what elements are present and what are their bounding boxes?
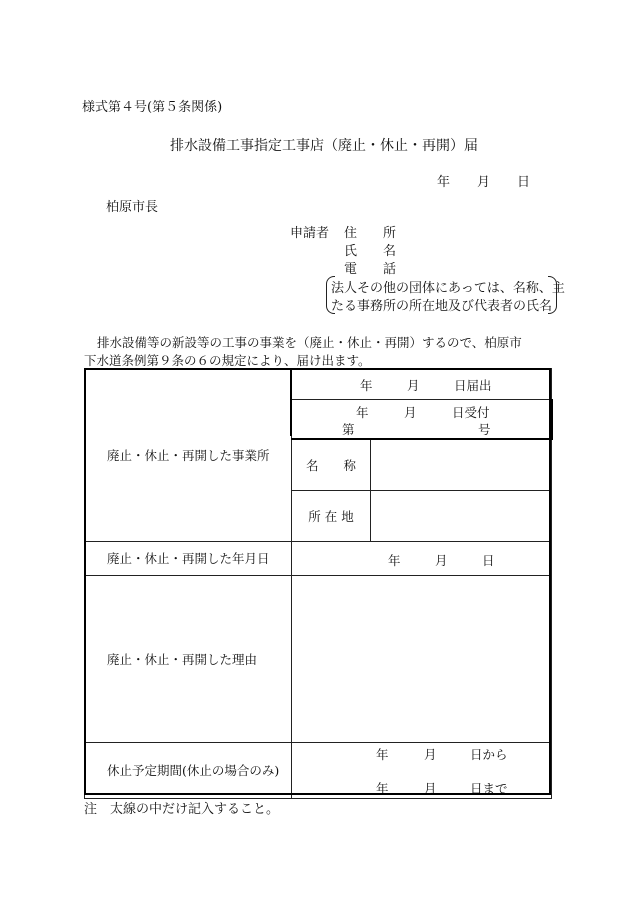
applicant-label: 申請者: [290, 226, 330, 241]
submitted-suffix: 日届出: [454, 378, 492, 393]
location-label-cell: [292, 490, 371, 541]
date-label-cell: [85, 541, 292, 575]
body-line2: 下水道条例第９条の６の規定により、届け出ます。: [84, 353, 371, 368]
date-label: 廃止・休止・再開した年月日: [107, 551, 270, 566]
reason-label: 廃止・休止・再開した理由: [107, 651, 258, 667]
submitted-cell[interactable]: [292, 369, 552, 400]
submitted-row: [85, 369, 552, 400]
number-prefix: 第: [342, 422, 355, 437]
name-label-cell: [292, 439, 371, 490]
period-from-suffix: 日から: [470, 746, 508, 762]
name-input[interactable]: [371, 439, 552, 490]
office-label: 廃止・休止・再開した事業所: [107, 447, 270, 463]
notification-table: [84, 368, 553, 799]
period-from-year: 年: [376, 746, 389, 762]
received-suffix: 日受付: [452, 405, 490, 420]
period-row: [85, 742, 552, 798]
office-label-cell: [85, 369, 292, 542]
applicant-note-line2: たる事務所の所在地及び代表者の氏名: [331, 299, 553, 314]
applicant-phone: 電 話: [344, 262, 397, 277]
reason-row: [85, 575, 552, 742]
footnote: 注 太線の中だけ記入すること。: [84, 802, 280, 817]
applicant-name: 氏 名: [344, 244, 397, 259]
date-input[interactable]: [292, 541, 552, 575]
number-suffix: 号: [478, 422, 491, 437]
reason-input[interactable]: [292, 575, 552, 742]
period-label: 休止予定期間(休止の場合のみ): [107, 763, 280, 778]
received-month: 月: [404, 405, 417, 420]
applicant-note-line1: 法人その他の団体にあっては、名称、主: [331, 281, 565, 296]
applicant-address: 住 所: [344, 226, 397, 241]
submitted-year: 年: [360, 378, 373, 393]
page-title: 排水設備工事指定工事店（廃止・休止・再開）届: [170, 138, 478, 154]
period-to-year: 年: [376, 780, 389, 796]
received-year: 年: [356, 405, 369, 420]
date-value-month: 月: [435, 552, 448, 568]
date-value-day: 日: [482, 552, 495, 568]
name-label: 名 称: [305, 457, 356, 473]
addressee: 柏原市長: [106, 200, 159, 215]
submitted-month: 月: [407, 378, 420, 393]
thick-left-upper: [290, 368, 292, 436]
period-label-cell: [85, 742, 292, 798]
period-from-month: 月: [424, 746, 437, 762]
period-to-suffix: 日まで: [470, 780, 508, 796]
reason-label-cell: [85, 575, 292, 742]
date-year: 年: [437, 175, 451, 190]
received-cell: [292, 400, 552, 440]
period-to-month: 月: [424, 780, 437, 796]
date-value-year: 年: [388, 552, 401, 568]
date-row: [85, 541, 552, 575]
date-day: 日: [517, 175, 531, 190]
body-line1: 排水設備等の新設等の工事の事業を（廃止・休止・再開）するので、柏原市: [97, 335, 522, 350]
location-input[interactable]: [371, 490, 552, 541]
date-month: 月: [477, 175, 491, 190]
location-label: 所 在 地: [308, 508, 354, 524]
form-number: 様式第４号(第５条関係): [82, 100, 223, 115]
period-input[interactable]: [292, 742, 552, 798]
